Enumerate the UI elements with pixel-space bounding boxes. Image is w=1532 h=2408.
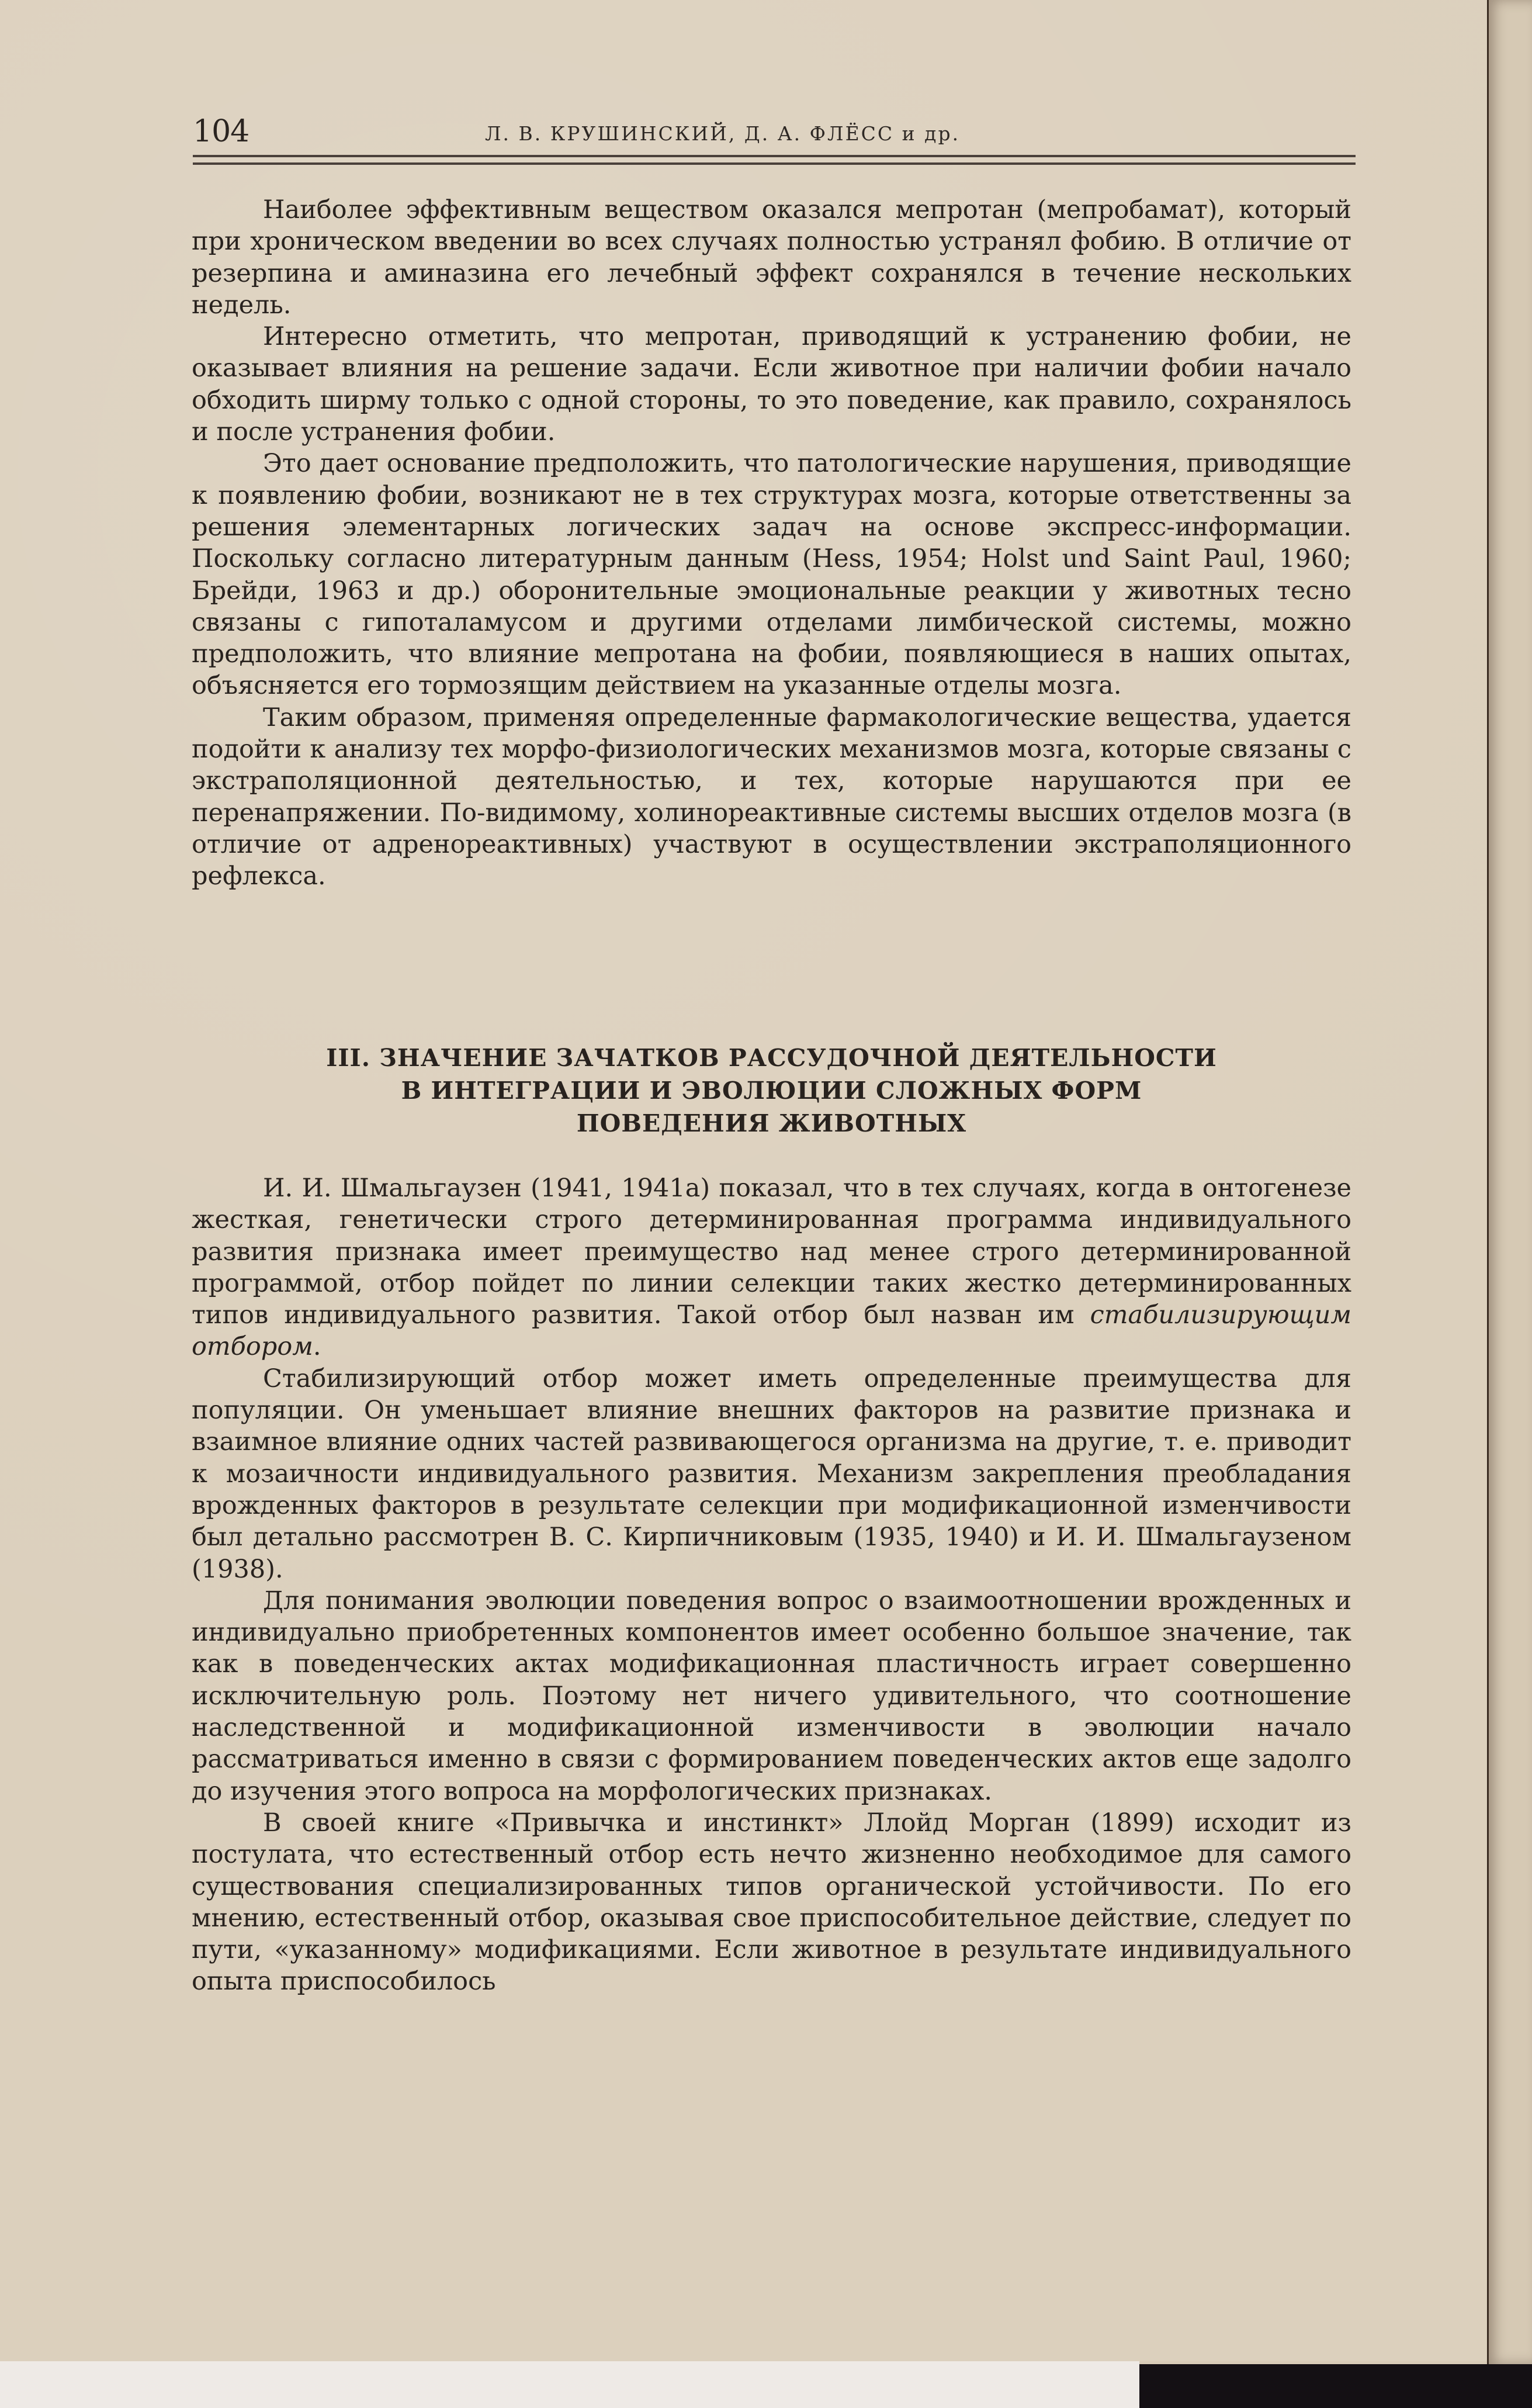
paragraph: В своей книге «Привычка и инстинкт» Ллойд Морган (1899) исходит из постулата, что естественный отбор есть нечто жизненно необходимое для самого существования специализированных типов органической устойчивости. По его мнению, естественный отбор, оказывая свое приспособительное действие, следует по пути, «указанному» модификациями. Если животное в результате индивидуального опыта приспособилось: [192, 1808, 1351, 1997]
page-header: [193, 114, 1356, 149]
paragraph: Наиболее эффективным веществом оказался мепротан (мепробамат), который при хроническом введении во всех случаях полностью устранял фобию. В отличие от резерпина и аминазина его лечебный эффект сохранялся в течение нескольких недель.: [192, 195, 1351, 320]
paragraph: Стабилизирующий отбор может иметь определенные преимущества для популяции. Он уменьшает влияние внешних факторов на развитие признака и взаимное влияние одних частей развивающегося организма на другие, т. е. приводит к мозаичности индивидуального развития. Механизм закрепления преобладания врожденных факторов в результате селекции при модификационной изменчивости был детально рассмотрен В. С. Кирпичниковым (1935, 1940) и И. И. Шмальгаузеном (1938).: [192, 1364, 1351, 1584]
section-heading-line: III. ЗНАЧЕНИЕ ЗАЧАТКОВ РАССУДОЧНОЙ ДЕЯТЕЛЬНОСТИ: [326, 1044, 1217, 1072]
paragraph: [192, 1172, 1351, 1363]
section-2-body: [192, 1172, 1351, 1998]
section-heading-line: ПОВЕДЕНИЯ ЖИВОТНЫХ: [576, 1109, 967, 1137]
section-heading-line: В ИНТЕГРАЦИИ И ЭВОЛЮЦИИ СЛОЖНЫХ ФОРМ: [401, 1077, 1142, 1105]
paragraph: Интересно отметить, что мепротан, приводящий к устранению фобии, не оказывает влияния на решение задачи. Если животное при наличии фобии начало обходить ширму только с одной стороны, то это поведение, как правило, сохранялось и после устранения фобии.: [192, 322, 1351, 447]
section-heading: [192, 1042, 1351, 1140]
paragraph-end: .: [313, 1332, 321, 1362]
paragraph-text: И. И. Шмальгаузен (1941, 1941а) показал, что в тех случаях, когда в онтогенезе жесткая, генетически строго детерминированная программа индивидуального развития признака имеет преимущество над менее строго детерминированной программой, отбор пойдет по линии селекции таких жестко детерминированных типов индивидуального развития. Такой отбор был назван им: [192, 1174, 1351, 1330]
scan-background: [0, 2361, 1139, 2408]
adjacent-page-edge: [1487, 0, 1532, 2364]
paragraph: Для понимания эволюции поведения вопрос о взаимоотношении врожденных и индивидуально приобретенных компонентов имеет особенно большое значение, так как в поведенческих актах модификационная пластичность играет совершенно исключительную роль. Поэтому нет ничего удивительного, что соотношение наследственной и модификационной изменчивости в эволюции начало рассматриваться именно в связи с формированием поведенческих актов еще задолго до изучения этого вопроса на морфологических признаках.: [192, 1586, 1351, 1806]
header-rule-top: [193, 155, 1356, 157]
section-1-body: [192, 194, 1351, 892]
scan-dark-background: [1139, 2364, 1532, 2408]
header-rule-bottom: [193, 162, 1356, 165]
running-head: Л. В. КРУШИНСКИЙ, Д. А. ФЛЁСС и др.: [485, 122, 961, 145]
paragraph: Это дает основание предположить, что патологические нарушения, приводящие к появлению фобии, возникают не в тех структурах мозга, которые ответственны за решения элементарных логических задач на основе экспресс-информации. Поскольку согласно литературным данным (Hess, 1954; Holst und Saint Paul, 1960; Брейди, 1963 и др.) оборонительные эмоциональные реакции у животных тесно связаны с гипоталамусом и другими отделами лимбической системы, можно предположить, что влияние мепротана на фобии, появляющиеся в наших опытах, объясняется его тормозящим действием на указанные отделы мозга.: [192, 449, 1351, 701]
paragraph: Таким образом, применяя определенные фармакологические вещества, удается подойти к анализу тех морфо-физиологических механизмов мозга, которые связаны с экстраполяционной деятельностью, и тех, которые нарушаются при ее перенапряжении. По-видимому, холинореактивные системы высших отделов мозга (в отличие от адренореактивных) участвуют в осуществлении экстраполяционного рефлекса.: [192, 703, 1351, 891]
page-number: 104: [193, 114, 249, 149]
emphasized-term: стабилизирующим отбором: [192, 1300, 1351, 1362]
